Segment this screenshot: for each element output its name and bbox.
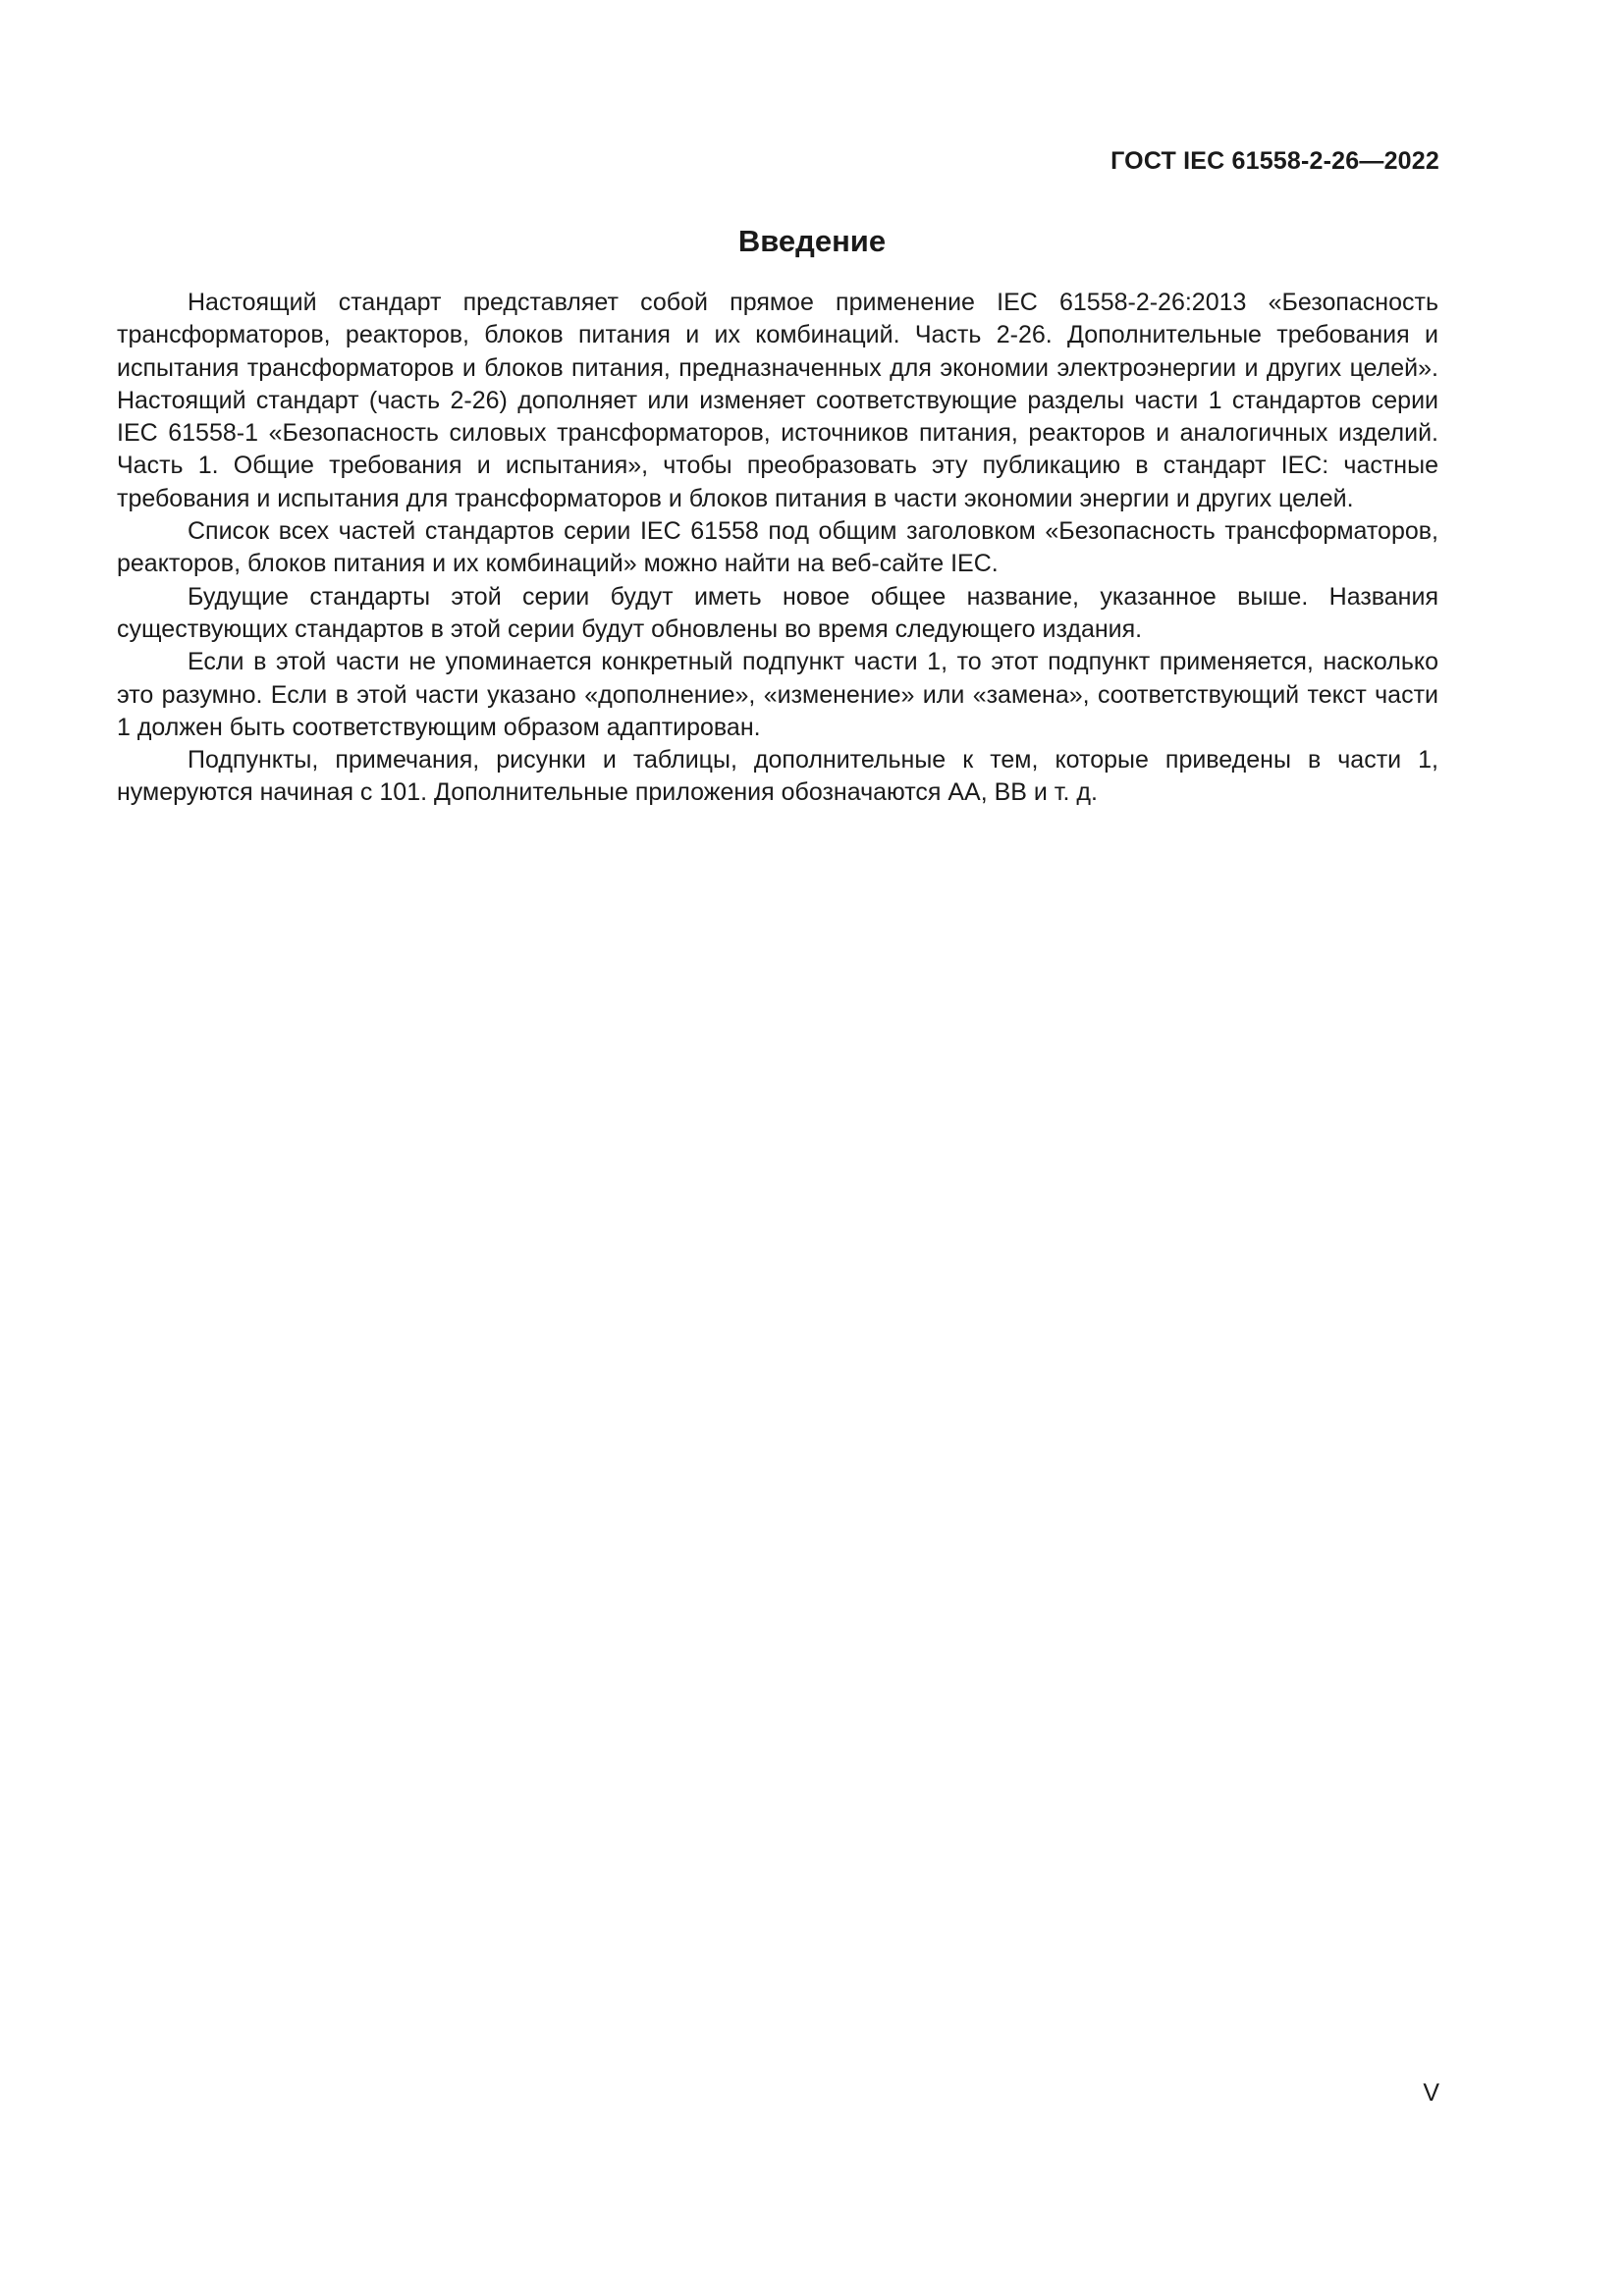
paragraph-1: Настоящий стандарт представляет собой прямое применение IEC 61558-2-26:2013 «Безопасность трансформаторов, реакторов, блоков питания и их комбинаций. Часть 2-26. Дополнительные требования и испытания трансформаторов и блоков питания, предназначенных для экономии электроэнергии и других целей». Настоящий стандарт (часть 2-26) дополняет или изменяет соответствующие разделы части 1 стандартов серии IEC 61558-1 «Безопасность силовых трансформаторов, источников питания, реакторов и аналогичных изделий. Часть 1. Общие требования и испытания», чтобы преобразовать эту публикацию в стандарт IEC: частные требования и испытания для трансформаторов и блоков питания в части экономии энергии и других целей. [117,289,1438,512]
paragraph-2: Список всех частей стандартов серии IEC 61558 под общим заголовком «Безопасность трансформаторов, реакторов, блоков питания и их комбинаций» можно найти на веб-сайте IEC. [117,517,1438,578]
section-title: Введение [737,224,887,258]
paragraph-5: Подпункты, примечания, рисунки и таблицы, дополнительные к тем, которые приведены в части 1, нумеруются начиная с 101. Дополнительные приложения обозначаются АА, ВВ и т. д. [117,746,1438,807]
introduction-body [117,287,1438,810]
document-code-header: ГОСТ IEC 61558-2-26—2022 [1110,147,1439,175]
paragraph-3: Будущие стандарты этой серии будут иметь новое общее название, указанное выше. Названия существующих стандартов в этой серии будут обновлены во время следующего издания. [117,582,1438,643]
page-number: V [1423,2079,1439,2107]
paragraph-4: Если в этой части не упоминается конкретный подпункт части 1, то этот подпункт применяется, насколько это разумно. Если в этой части указано «дополнение», «изменение» или «замена», соответствующий текст части 1 должен быть соответствующим образом адаптирован. [117,648,1438,741]
